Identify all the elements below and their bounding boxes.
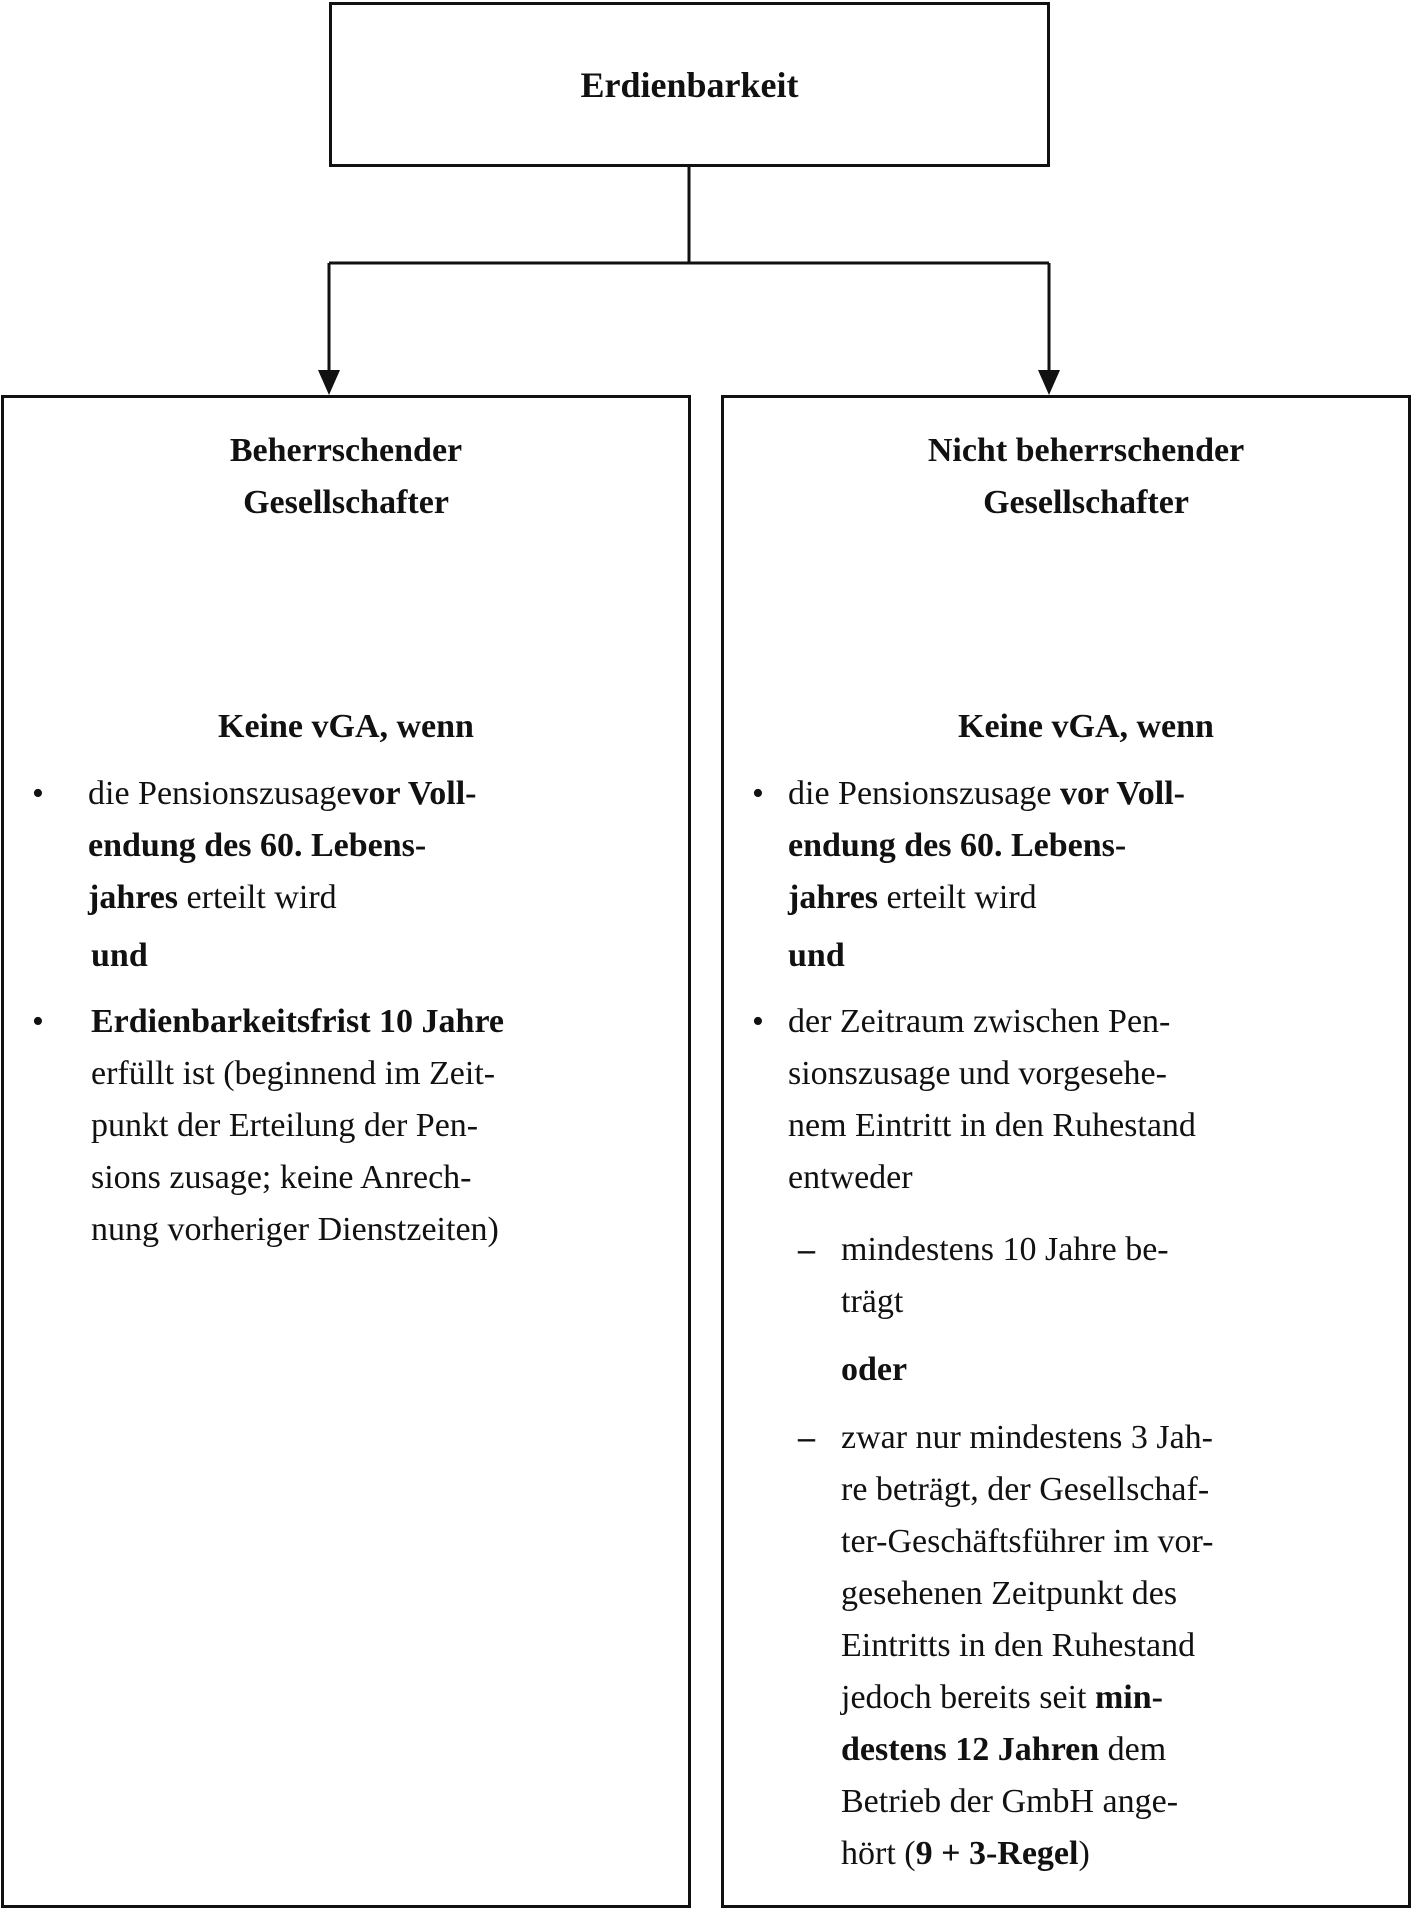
right-sub2-line6: jedoch bereits seit min-: [841, 1679, 1163, 1716]
left-item2-line4: sions zusage; keine Anrech-: [91, 1159, 472, 1196]
left-item1-line1: die Pensionszusagevor Voll-: [88, 775, 477, 812]
right-sub2-line3: ter-Geschäftsführer im vor-: [841, 1523, 1214, 1560]
right-sub2-line2: re beträgt, der Gesellschaf-: [841, 1471, 1210, 1508]
left-heading-line1: Beherrschender: [229, 432, 463, 469]
right-subheading: Keine vGA, wenn: [958, 708, 1214, 745]
arrow-to-left-box: [318, 370, 340, 395]
left-item2-line1: Erdienbarkeitsfrist 10 Jahre: [91, 1003, 505, 1040]
left-node-beherrschender-gesellschafter: [1, 395, 691, 1908]
right-dash-1: –: [798, 1231, 815, 1268]
left-heading-line2: Gesellschafter: [243, 484, 449, 521]
left-item2-line2: erfüllt ist (beginnend im Zeit-: [91, 1055, 496, 1092]
right-item2-line2: sionszusage und vorgesehe-: [788, 1055, 1167, 1092]
right-sub1-line1: mindestens 10 Jahre be-: [841, 1231, 1169, 1268]
left-item2-line3: punkt der Erteilung der Pen-: [91, 1107, 479, 1144]
root-node-erdienbarkeit: [329, 2, 1050, 167]
left-item1-line2: endung des 60. Lebens-: [88, 827, 427, 864]
left-item2-line5: nung vorheriger Dienstzeiten): [91, 1211, 499, 1248]
right-sub2-line1: zwar nur mindestens 3 Jah-: [841, 1419, 1214, 1456]
right-dash-2: –: [798, 1419, 815, 1456]
left-connector-und: und: [91, 937, 148, 974]
right-sub2-line7: destens 12 Jahren dem: [841, 1731, 1167, 1768]
right-item1-line2: endung des 60. Lebens-: [788, 827, 1127, 864]
right-item1-line3: jahres erteilt wird: [788, 879, 1037, 916]
root-title: Erdienbarkeit: [580, 64, 799, 105]
right-item2-line1: der Zeitraum zwischen Pen-: [788, 1003, 1171, 1040]
right-bullet-1: •: [752, 775, 764, 812]
right-sub2-line4: gesehenen Zeitpunkt des: [841, 1575, 1178, 1612]
right-sub2-line5: Eintritts in den Ruhestand: [841, 1627, 1196, 1664]
right-sub2-line8: Betrieb der GmbH ange-: [841, 1783, 1179, 1820]
right-heading-line2: Gesellschafter: [983, 484, 1189, 521]
tree-connector: [329, 167, 1049, 372]
right-sub-connector-oder: oder: [841, 1351, 908, 1388]
right-bullet-2: •: [752, 1003, 764, 1040]
left-bullet-1: •: [32, 775, 44, 812]
right-connector-und: und: [788, 937, 845, 974]
right-sub1-line2: trägt: [841, 1283, 904, 1320]
right-node-nicht-beherrschender-gesellschafter: [721, 395, 1411, 1908]
left-subheading: Keine vGA, wenn: [218, 708, 474, 745]
right-heading-line1: Nicht beherrschender: [927, 432, 1245, 469]
right-item1-line1: die Pensionszusage vor Voll-: [788, 775, 1185, 812]
right-item2-line4: entweder: [788, 1159, 913, 1196]
left-item1-line3: jahres erteilt wird: [88, 879, 337, 916]
right-item2-line3: nem Eintritt in den Ruhestand: [788, 1107, 1196, 1144]
left-bullet-2: •: [32, 1003, 44, 1040]
right-sub2-line9: hört (9 + 3-Regel): [841, 1835, 1090, 1872]
arrow-to-right-box: [1038, 370, 1060, 395]
